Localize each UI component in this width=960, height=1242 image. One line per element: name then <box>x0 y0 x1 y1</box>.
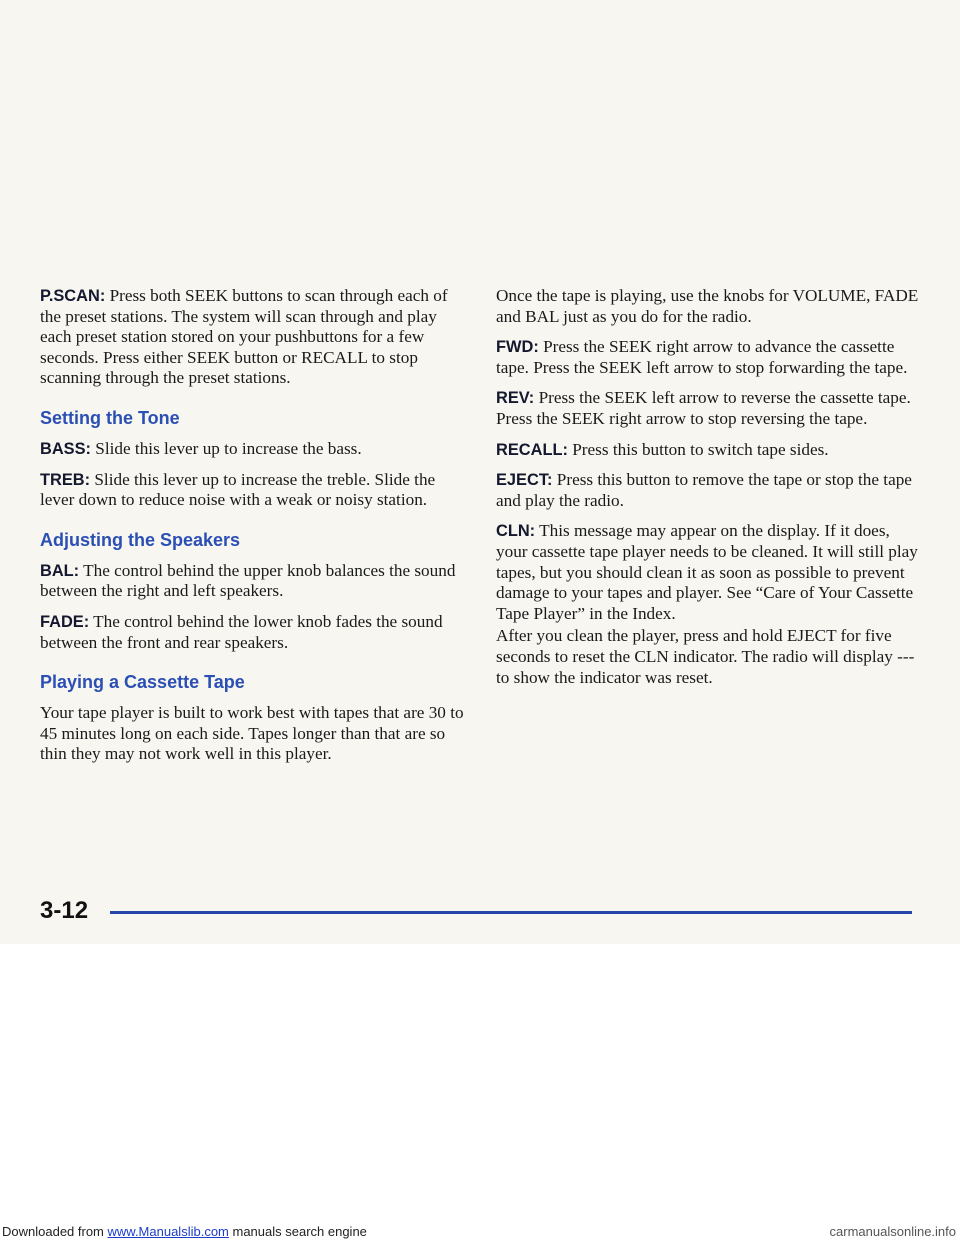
pscan-paragraph <box>40 286 464 389</box>
intro-paragraph: Once the tape is playing, use the knobs for VOLUME, FADE and BAL just as you do for the radio. <box>496 286 919 326</box>
bal-term: BAL: <box>40 561 80 580</box>
cln-reset-paragraph: After you clean the player, press and hold EJECT for five seconds to reset the CLN indicator. The radio will display --- to show the indicator was reset. <box>496 626 915 687</box>
fwd-text: Press the SEEK right arrow to advance the cassette tape. Press the SEEK left arrow to stop forwarding the tape. <box>496 337 908 377</box>
recall-paragraph <box>496 440 920 461</box>
bal-text: The control behind the upper knob balances the sound between the right and left speakers. <box>40 560 456 601</box>
treb-term: TREB: <box>40 470 91 489</box>
eject-text: Press this button to remove the tape or stop the tape and play the radio. <box>496 470 912 510</box>
download-credit <box>2 1224 367 1239</box>
speakers-heading: Adjusting the Speakers <box>40 529 241 550</box>
rev-term: REV: <box>496 389 535 408</box>
bass-paragraph <box>40 439 464 460</box>
download-suffix: manuals search engine <box>228 1224 367 1239</box>
treb-paragraph <box>40 470 464 511</box>
manualslib-link[interactable]: www.Manualslib.com <box>107 1224 229 1239</box>
treb-text: Slide this lever up to increase the treble. Slide the lever down to reduce noise with a weak or noisy station. <box>40 469 436 510</box>
rev-paragraph <box>496 388 920 429</box>
cln-text: This message may appear on the display. If it does, your cassette tape player needs to be cleaned. It will still play tapes, but you should clean it as soon as possible to prevent damage to your tapes and player. See “Care of Your Cassette Tape Player” in the Index. <box>496 521 918 623</box>
rev-text: Press the SEEK left arrow to reverse the cassette tape. Press the SEEK right arrow to stop reversing the tape. <box>496 388 911 428</box>
fade-paragraph <box>40 612 464 653</box>
right-column <box>496 286 920 698</box>
cassette-paragraph: Your tape player is built to work best with tapes that are 30 to 45 minutes long on each side. Tapes longer than that are so thin they may not work well in this player. <box>40 703 464 764</box>
cln-term: CLN: <box>496 522 536 541</box>
tone-heading: Setting the Tone <box>40 407 180 428</box>
watermark: carmanualsonline.info <box>829 1224 956 1239</box>
fwd-term: FWD: <box>496 338 539 357</box>
bass-term: BASS: <box>40 439 91 458</box>
eject-paragraph <box>496 470 920 511</box>
bass-text: Slide this lever up to increase the bass. <box>91 438 362 458</box>
bal-paragraph <box>40 561 464 602</box>
footer-rule <box>110 911 912 914</box>
cassette-heading: Playing a Cassette Tape <box>40 672 245 693</box>
recall-term: RECALL: <box>496 440 568 459</box>
page-number: 3-12 <box>40 897 89 924</box>
download-prefix: Downloaded from <box>2 1224 108 1239</box>
pscan-term: P.SCAN: <box>40 287 106 305</box>
pscan-text: Press both SEEK buttons to scan through each of the preset stations. The system will scan through and play each preset station stored on your pushbuttons for a few seconds. Press either SEEK button or RECALL to stop scanning through the preset stations. <box>40 286 448 388</box>
left-column <box>40 286 464 775</box>
fade-term: FADE: <box>40 612 90 631</box>
fwd-paragraph <box>496 337 920 378</box>
eject-term: EJECT: <box>496 471 553 490</box>
fade-text: The control behind the lower knob fades the sound between the front and rear speakers. <box>40 611 443 652</box>
recall-text: Press this button to switch tape sides. <box>567 439 829 459</box>
cln-paragraph <box>496 521 920 624</box>
